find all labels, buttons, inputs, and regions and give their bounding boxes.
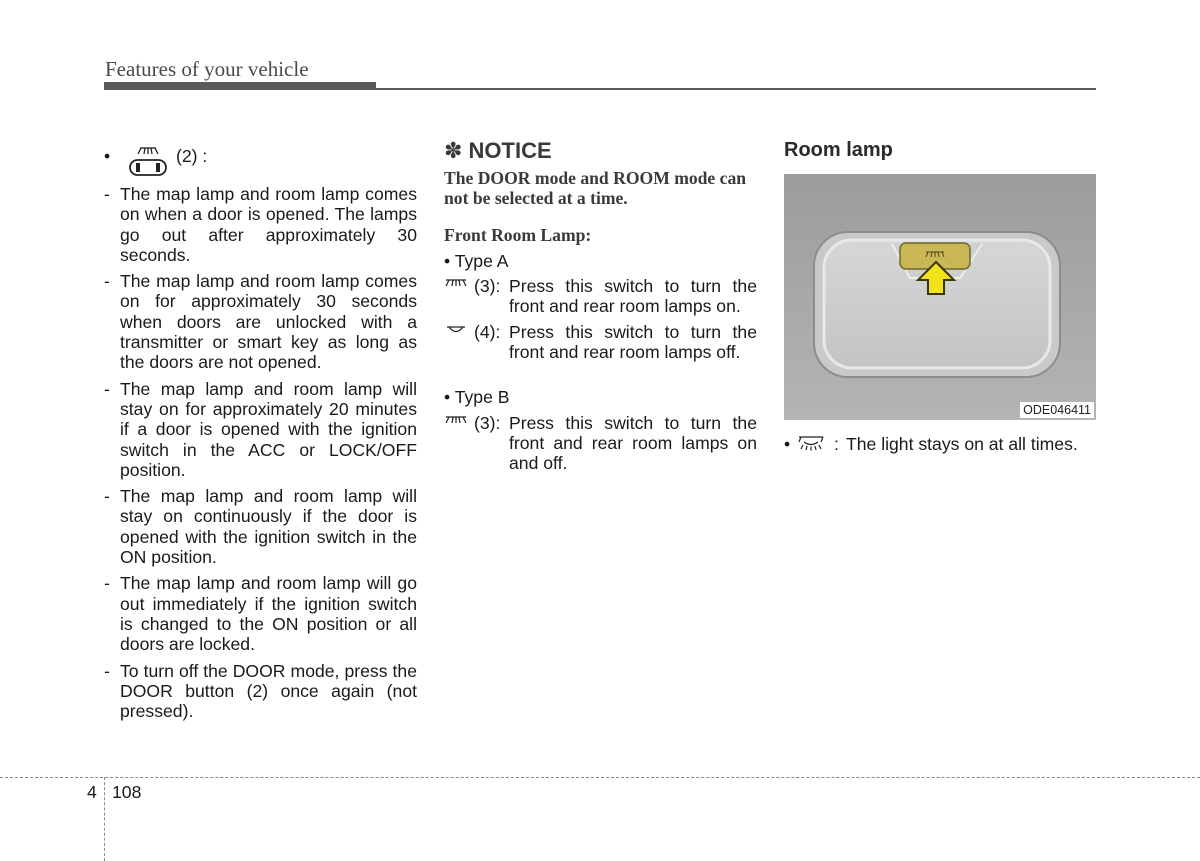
door-button-icon bbox=[126, 142, 170, 178]
switch-item bbox=[444, 322, 757, 363]
type-b-label: • Type B bbox=[444, 387, 510, 408]
room-lamp-bullet bbox=[784, 434, 1096, 456]
bullet-dot: • bbox=[104, 146, 111, 166]
door-mode-bullet bbox=[104, 142, 417, 178]
switch-number: (4): bbox=[474, 321, 501, 342]
list-item: - The map lamp and room lamp comes on for approximately 30 seconds when doors are unlocked with a transmitter or smart key as long as the doors are not opened. bbox=[104, 271, 417, 373]
header-rule-thin bbox=[104, 88, 1096, 90]
front-room-lamp-heading: Front Room Lamp: bbox=[444, 224, 592, 245]
footer-divider bbox=[104, 777, 105, 861]
colon: : bbox=[834, 434, 839, 454]
list-item-text: The map lamp and room lamp will stay on continuously if the door is opened with the ignition switch in the ON position. bbox=[120, 486, 417, 568]
list-item-text: The map lamp and room lamp will stay on for approximately 20 minutes if a door is opened with the ignition switch in the ACC or LOCK/OFF position. bbox=[120, 378, 417, 480]
list-item: - The map lamp and room lamp comes on when a door is opened. The lamps go out after approximately 30 seconds. bbox=[104, 184, 417, 265]
room-lamp-title: Room lamp bbox=[784, 139, 893, 161]
list-item: - To turn off the DOOR mode, press the DOOR button (2) once again (not pressed). bbox=[104, 660, 417, 722]
page-number: 108 bbox=[112, 782, 142, 802]
switch-description: Press this switch to turn the front and rear room lamps on and off. bbox=[509, 412, 757, 474]
page-header-title: Features of your vehicle bbox=[105, 57, 309, 81]
notice-title: ✽ NOTICE bbox=[444, 138, 552, 163]
lamp-on-icon bbox=[444, 276, 468, 292]
switch-item bbox=[444, 276, 757, 317]
list-item-text: The map lamp and room lamp comes on when a door is opened. The lamps go out after approximately 30 seconds. bbox=[120, 184, 417, 265]
bullet-dot: • bbox=[784, 434, 791, 454]
door-button-label: (2) : bbox=[176, 146, 208, 166]
switch-description: Press this switch to turn the front and rear room lamps off. bbox=[509, 321, 757, 363]
switch-description: Press this switch to turn the front and rear room lamps on. bbox=[509, 276, 757, 317]
notice-body: The DOOR mode and ROOM mode can not be selected at a time. bbox=[444, 168, 747, 209]
list-item: - The map lamp and room lamp will go out immediately if the ignition switch is changed to the ON position or all doors are locked. bbox=[104, 573, 417, 655]
column-room-lamp bbox=[784, 138, 1096, 456]
footer-rule bbox=[0, 777, 1200, 778]
list-item: - The map lamp and room lamp will stay on continuously if the door is opened with the ignition switch in the ON position. bbox=[104, 486, 417, 568]
switch-item bbox=[444, 413, 757, 474]
column-door-mode bbox=[104, 142, 417, 727]
lamp-off-icon bbox=[444, 322, 468, 338]
room-lamp-illustration bbox=[784, 174, 1096, 420]
lamp-on-icon bbox=[444, 413, 468, 429]
photo-code-label: ODE046411 bbox=[1020, 402, 1094, 418]
list-item-text: The map lamp and room lamp will go out immediately if the ignition switch is changed to the ON position or all doors are locked. bbox=[120, 573, 417, 655]
chapter-number: 4 bbox=[87, 782, 97, 802]
column-notice bbox=[444, 138, 757, 479]
list-item-text: The map lamp and room lamp comes on for approximately 30 seconds when doors are unlocked with a transmitter or smart key as long as the doors are not opened. bbox=[120, 271, 417, 373]
lamp-door-icon bbox=[796, 434, 826, 452]
list-item-text: To turn off the DOOR mode, press the DOOR button (2) once again (not pressed). bbox=[120, 660, 417, 722]
type-a-label: • Type A bbox=[444, 250, 509, 271]
room-lamp-description: The light stays on at all times. bbox=[846, 434, 1078, 454]
switch-number: (3): bbox=[474, 276, 501, 297]
list-item: - The map lamp and room lamp will stay on for approximately 20 minutes if a door is opened with the ignition switch in the ACC or LOCK/OFF position. bbox=[104, 378, 417, 480]
switch-number: (3): bbox=[474, 412, 501, 433]
room-lamp-photo bbox=[784, 174, 1096, 420]
